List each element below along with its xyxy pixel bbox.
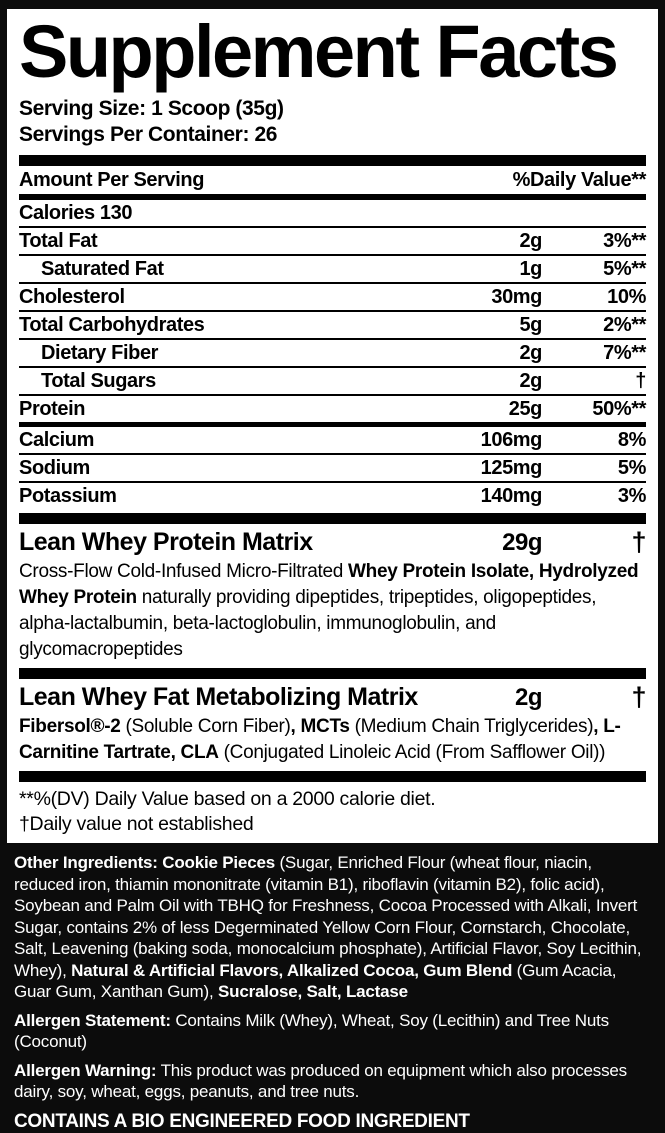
mineral-dv: 5% — [617, 457, 646, 479]
fat-metabolizing-matrix-description: Fibersol®-2 (Soluble Corn Fiber), MCTs (Medium Chain Triglycerides), L-Carnitine Tartrate, CLA (Conjugated Linoleic Acid (From Safflower Oil)) — [19, 716, 621, 763]
matrix-amount: 29g — [502, 529, 542, 556]
separator-bar-footnotes — [19, 771, 646, 782]
supplement-facts-panel — [7, 9, 658, 843]
nutrient-name: Total Fat — [19, 230, 98, 252]
servings-per-container: Servings Per Container: 26 — [19, 123, 278, 146]
nutrient-name: Protein — [19, 398, 86, 420]
nutrient-row-saturated-fat — [19, 256, 646, 284]
nutrient-name: Saturated Fat — [41, 258, 164, 280]
nutrient-amount: 1g — [519, 258, 542, 280]
calories-value: Calories 130 — [19, 202, 133, 224]
mineral-dv: 8% — [617, 429, 646, 451]
separator-bar-matrix1 — [19, 513, 646, 524]
separator-bar-top — [19, 155, 646, 166]
nutrient-amount: 25g — [508, 398, 542, 420]
nutrient-row-cholesterol — [19, 284, 646, 312]
supplement-label — [0, 9, 665, 1132]
nutrient-dagger: † — [635, 370, 646, 392]
allergen-statement: Allergen Statement: Contains Milk (Whey), Wheat, Soy (Lecithin) and Tree Nuts (Coconut) — [14, 1010, 609, 1051]
footnote-not-established: †Daily value not established — [19, 813, 254, 835]
nutrient-dv: 50%** — [592, 398, 646, 420]
nutrient-row-protein — [19, 396, 646, 427]
mineral-amount: 125mg — [480, 457, 542, 479]
nutrient-row-total-fat — [19, 228, 646, 256]
nutrient-dv: 2%** — [603, 314, 646, 336]
mineral-name: Sodium — [19, 457, 90, 479]
nutrient-row-total-carbohydrates — [19, 312, 646, 340]
nutrient-name: Cholesterol — [19, 286, 125, 308]
matrix-amount: 2g — [514, 684, 542, 711]
nutrient-amount: 30mg — [491, 286, 542, 308]
nutrient-name: Total Carbohydrates — [19, 314, 205, 336]
nutrient-dv: 5%** — [603, 258, 646, 280]
amount-per-serving-header: Amount Per Serving — [19, 169, 205, 191]
calories-row — [19, 200, 646, 228]
matrix-name: Lean Whey Fat Metabolizing Matrix — [19, 683, 418, 711]
footnotes — [19, 782, 646, 838]
nutrient-amount: 2g — [519, 342, 542, 364]
fat-metabolizing-matrix-header — [19, 679, 646, 713]
mineral-amount: 140mg — [480, 485, 542, 507]
nutrient-name: Total Sugars — [41, 370, 156, 392]
mineral-row-potassium — [19, 483, 646, 509]
bioengineered-statement: CONTAINS A BIO ENGINEERED FOOD INGREDIENT — [14, 1110, 470, 1132]
panel-title: Supplement Facts — [19, 10, 617, 93]
nutrient-dv: 3%** — [603, 230, 646, 252]
nutrient-row-dietary-fiber — [19, 340, 646, 368]
mineral-row-calcium — [19, 427, 646, 455]
mineral-row-sodium — [19, 455, 646, 483]
nutrient-amount: 5g — [519, 314, 542, 336]
allergen-warning: Allergen Warning: This product was produced on equipment which also processes dairy, soy, wheat, eggs, peanuts, and tree nuts. — [14, 1060, 627, 1101]
matrix-dagger: † — [631, 527, 646, 557]
nutrient-amount: 2g — [519, 230, 542, 252]
serving-size: Serving Size: 1 Scoop (35g) — [19, 97, 284, 120]
nutrient-row-total-sugars — [19, 368, 646, 396]
mineral-name: Calcium — [19, 429, 95, 451]
other-ingredients: Other Ingredients: Cookie Pieces (Sugar, Enriched Flour (wheat flour, niacin, reduced iron, thiamin mononitrate (vitamin B1), riboflavin (vitamin B2), folic acid), Soybean and Palm Oil with TBHQ for Freshness, Cocoa Processed with Alkali, Invert Sugar, contains 2% of less Degerminated Yellow Corn Flour, Cornstarch, Chocolate, Salt, Leavening (baking soda, monocalcium phosphate), Artificial Flavor, Soy Lecithin, Whey), Natural & Artificial Flavors, Alkalized Cocoa, Gum Blend (Gum Acacia, Guar Gum, Xanthan Gum), Sucralose, Salt, Lactase — [14, 853, 642, 1001]
matrix-name: Lean Whey Protein Matrix — [19, 528, 313, 556]
separator-bar-matrix2 — [19, 668, 646, 679]
daily-value-header: %Daily Value** — [512, 169, 646, 191]
matrix-dagger: † — [631, 682, 646, 712]
nutrient-amount: 2g — [519, 370, 542, 392]
nutrient-dv: 10% — [607, 286, 646, 308]
protein-matrix-header — [19, 524, 646, 558]
column-header-row — [19, 166, 646, 194]
nutrient-dv: 7%** — [603, 342, 646, 364]
other-info-section — [0, 843, 665, 1133]
mineral-name: Potassium — [19, 485, 117, 507]
footnote-daily-value: **%(DV) Daily Value based on a 2000 calorie diet. — [19, 788, 436, 810]
nutrient-name: Dietary Fiber — [41, 342, 159, 364]
mineral-amount: 106mg — [480, 429, 542, 451]
mineral-dv: 3% — [617, 485, 646, 507]
protein-matrix-description: Cross-Flow Cold-Infused Micro-Filtrated Whey Protein Isolate, Hydrolyzed Whey Protein naturally providing dipeptides, tripeptides, oligopeptides, alpha-lactalbumin, beta-lactoglobulin, immunoglobulin, and glycomacropeptides — [19, 561, 639, 660]
